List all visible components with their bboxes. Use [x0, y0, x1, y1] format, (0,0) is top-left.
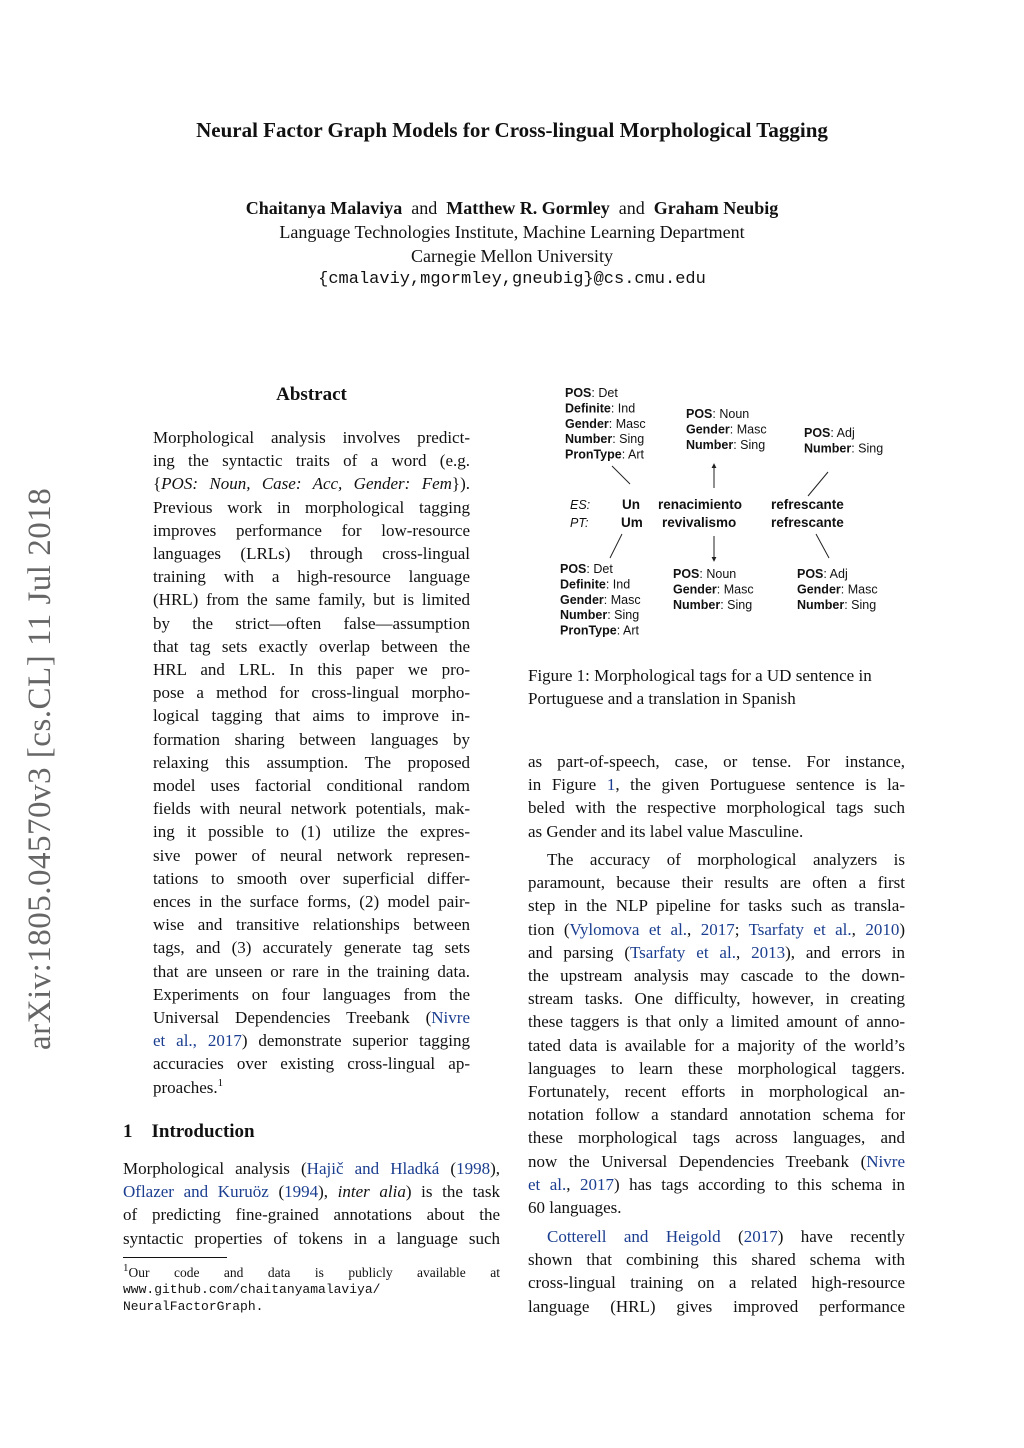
text-line: model uses factorial conditional random: [153, 776, 470, 796]
bottom-tags-det-gender: Gender: Masc: [560, 592, 641, 607]
top-tags-adj-pos: POS: Adj: [804, 426, 855, 440]
citation-link[interactable]: Tsarfaty et al.: [629, 942, 736, 962]
citation-link[interactable]: 2017: [700, 919, 735, 939]
figure-morphological-tags: [540, 378, 900, 648]
author-block: [0, 196, 1024, 292]
bottom-tags-det-pos: POS: Det: [560, 562, 613, 576]
text-line: training with a high-resource language: [153, 567, 470, 587]
author-2: Matthew R. Gormley: [446, 198, 610, 218]
text-line: Experiments on four languages from the: [153, 984, 470, 1004]
paper-title: Neural Factor Graph Models for Cross-lingual Morphological Tagging: [196, 118, 828, 142]
right-paragraph-1: [528, 750, 905, 843]
citation-link[interactable]: 2010: [865, 919, 900, 939]
citation-link[interactable]: et al.: [528, 1174, 567, 1194]
citation-link[interactable]: Tsarfaty et al.: [748, 919, 852, 939]
citation-link[interactable]: et al., 2017: [153, 1031, 242, 1051]
section-title: Introduction: [151, 1121, 255, 1142]
text-line: wise and transitive relationships between: [153, 915, 470, 935]
text-line: Universal Dependencies Treebank (Nivre: [153, 1008, 470, 1028]
text-line: The accuracy of morphological analyzers is: [547, 850, 905, 869]
text-line: tations to smooth over superficial differ-: [153, 868, 470, 888]
introduction-body: [123, 1157, 500, 1250]
es-word-3: refrescante: [771, 497, 844, 512]
bottom-tags-det-definite: Definite: Ind: [560, 577, 631, 592]
text-line: by the strict—often false—assumption: [153, 613, 470, 633]
footnote-text-line: [123, 1264, 500, 1281]
text-line: pose a method for cross-lingual morpho-: [153, 683, 470, 703]
text-line: ences in the surface forms, (2) model pair-: [153, 892, 470, 912]
text-line: accuracies over existing cross-lingual ap-: [153, 1054, 470, 1074]
text-line: formation sharing between languages by: [153, 729, 470, 749]
text-line: improves performance for low-resource: [153, 520, 470, 540]
section-heading-introduction: [123, 1121, 255, 1143]
bottom-tags-adj-pos: POS: Adj: [797, 567, 848, 581]
section-number: 1: [123, 1121, 133, 1142]
text-line: Morphological analysis (Hajič and Hladká (1998),: [123, 1159, 501, 1178]
citation-link[interactable]: Hajič and Hladká: [306, 1159, 440, 1178]
text-line: 60 languages.: [528, 1198, 622, 1218]
citation-link[interactable]: 1994: [284, 1182, 319, 1202]
text-line: languages (LRLs) through cross-lingual: [153, 544, 470, 564]
footnote-text: Our code and data is publicly available at: [128, 1265, 500, 1280]
text-line: sive power of neural network represen-: [153, 845, 470, 865]
citation-link[interactable]: 2013: [751, 942, 786, 962]
text-line: relaxing this assumption. The proposed: [153, 752, 470, 772]
citation-link[interactable]: Cotterell and Heigold: [547, 1227, 721, 1246]
abstract-body: [153, 426, 470, 1099]
university: Carnegie Mellon University: [411, 246, 613, 266]
text-line: tags, and (3) accurately generate tag sets: [153, 938, 470, 958]
citation-link[interactable]: 1998: [456, 1159, 491, 1178]
text-line: language (HRL) gives improved performance: [528, 1296, 905, 1316]
footnote-rule: [123, 1257, 227, 1258]
text-line: the upstream analysis may cascade to the down-: [528, 966, 905, 986]
text-line: {POS: Noun, Case: Acc, Gender: Fem}).: [153, 474, 470, 494]
author-1: Chaitanya Malaviya: [245, 198, 403, 218]
text-line: logical tagging that aims to improve in-: [153, 706, 470, 726]
es-word-1: Un: [622, 497, 640, 512]
footnote: [123, 1264, 500, 1315]
right-paragraph-3: [528, 1225, 905, 1318]
es-label: ES:: [570, 498, 591, 512]
text-line: of predicting fine-grained annotations about the: [123, 1205, 500, 1225]
citation-link[interactable]: 2017: [743, 1227, 778, 1246]
text-line: step in the NLP pipeline for tasks such as transla-: [528, 896, 905, 916]
and-word-1: and: [411, 198, 438, 218]
author-line: [0, 196, 1024, 220]
bottom-tags-det-prontype: PronType: Art: [560, 623, 639, 638]
text-line: these morphological tags across languages, and: [528, 1128, 905, 1148]
tag-connector: [612, 466, 630, 484]
bottom-tags-noun-gender: Gender: Masc: [673, 582, 754, 597]
bottom-tags-adj-number: Number: Sing: [797, 597, 877, 612]
pt-word-2: revivalismo: [662, 515, 737, 530]
text-line: Fortunately, recent efforts in morphological an-: [528, 1082, 905, 1102]
es-word-2: renacimiento: [658, 497, 743, 512]
text-line: et al., 2017) has tags according to this schema in: [528, 1174, 906, 1194]
text-line: notation follow a standard annotation schema for: [528, 1105, 905, 1125]
bottom-tags-noun-pos: POS: Noun: [673, 567, 737, 581]
text-line: Oflazer and Kuruöz (1994), inter alia) is the task: [123, 1182, 500, 1202]
text-line: Cotterell and Heigold (2017) have recently: [547, 1227, 905, 1246]
bottom-tags-det-number: Number: Sing: [560, 608, 640, 623]
text-line: languages to learn these morphological taggers.: [528, 1058, 905, 1078]
email: {cmalaviy,mgormley,gneubig}@cs.cmu.edu: [318, 270, 706, 289]
tag-connector: [816, 534, 829, 558]
text-line: et al., 2017) demonstrate superior tagging: [153, 1031, 470, 1051]
text-line: HRL and LRL. In this paper we pro-: [153, 660, 470, 680]
text-line: tated data is available for a majority of the world’s: [528, 1035, 905, 1055]
citation-link[interactable]: Nivre: [431, 1008, 470, 1028]
text-line: that are unseen or rare in the training data.: [153, 961, 470, 981]
text-line: these taggers is that only a limited amount of anno-: [528, 1012, 905, 1032]
pt-label: PT:: [570, 516, 589, 530]
text-line: shown that combining this shared schema with: [528, 1250, 905, 1270]
top-tags-adj-number: Number: Sing: [804, 441, 884, 456]
top-tags-det-definite: Definite: Ind: [565, 401, 636, 416]
text-line: tion (Vylomova et al., 2017; Tsarfaty et al., 2010): [528, 919, 905, 939]
bottom-tags-adj-gender: Gender: Masc: [797, 582, 878, 597]
citation-link[interactable]: Vylomova et al.: [569, 919, 688, 939]
affiliation: Language Technologies Institute, Machine Learning Department: [279, 222, 745, 242]
bottom-tags-noun-number: Number: Sing: [673, 597, 753, 612]
text-line: Morphological analysis involves predict-: [153, 428, 470, 447]
top-tags-noun-gender: Gender: Masc: [686, 422, 767, 437]
footnote-ref[interactable]: 1: [217, 1076, 224, 1089]
text-line: ing the syntactic traits of a word (e.g.: [153, 451, 470, 471]
tag-connector: [808, 472, 828, 496]
text-line: syntactic properties of tokens in a language such: [123, 1228, 500, 1248]
top-tags-det-pos: POS: Det: [565, 386, 618, 400]
top-tags-det-number: Number: Sing: [565, 432, 645, 447]
abstract-heading: Abstract: [276, 384, 347, 405]
top-tags-noun-number: Number: Sing: [686, 437, 766, 452]
footnote-mark: 1: [123, 1262, 129, 1274]
text-line: beled with the respective morphological tags such: [528, 798, 905, 818]
right-paragraph-2: [528, 848, 905, 1219]
text-line: ing it possible to (1) utilize the expres-: [153, 822, 470, 842]
text-line: now the Universal Dependencies Treebank (Nivre: [528, 1151, 905, 1171]
footnote-url-2[interactable]: NeuralFactorGraph.: [123, 1299, 264, 1314]
pt-word-3: refrescante: [771, 515, 844, 530]
text-line: cross-lingual training on a related high-resource: [528, 1273, 905, 1293]
text-line: (HRL) from the same family, but is limited: [153, 590, 470, 610]
arxiv-identifier: arXiv:1805.04570v3 [cs.CL] 11 Jul 2018: [22, 487, 58, 1050]
pt-word-1: Um: [621, 515, 643, 530]
text-line: fields with neural network potentials, mak-: [153, 799, 470, 819]
text-line: as Gender and its label value Masculine.: [528, 821, 804, 841]
text-line: proaches.$^1$: [153, 1076, 224, 1097]
citation-link[interactable]: 2017: [580, 1174, 614, 1194]
text-line: and parsing (Tsarfaty et al., 2013), and errors in: [528, 942, 905, 962]
footnote-url-1[interactable]: www.github.com/chaitanyamalaviya/: [123, 1282, 381, 1297]
text-line: as part-of-speech, case, or tense. For instance,: [528, 752, 905, 771]
text-line: that tag sets exactly overlap between the: [153, 636, 470, 656]
and-word-2: and: [618, 198, 645, 218]
text-line: Previous work in morphological tagging: [153, 497, 470, 517]
citation-link[interactable]: Oflazer and Kuruöz: [123, 1182, 269, 1202]
text-line: paramount, because their results are often a first: [528, 873, 905, 893]
top-tags-det-gender: Gender: Masc: [565, 416, 646, 431]
top-tags-noun-pos: POS: Noun: [686, 407, 750, 421]
figure-caption: Figure 1: Morphological tags for a UD sentence in Portuguese and a translation in Spanish: [528, 666, 872, 708]
author-3: Graham Neubig: [653, 198, 779, 218]
text-line: in Figure 1, the given Portuguese sentence is la-: [528, 775, 906, 795]
top-tags-det-prontype: PronType: Art: [565, 447, 644, 462]
figure-ref-link[interactable]: 1: [606, 775, 616, 795]
citation-link[interactable]: Nivre: [866, 1151, 905, 1171]
tag-connector: [610, 534, 622, 558]
text-line: stream tasks. One difficulty, however, in creating: [528, 989, 905, 1009]
